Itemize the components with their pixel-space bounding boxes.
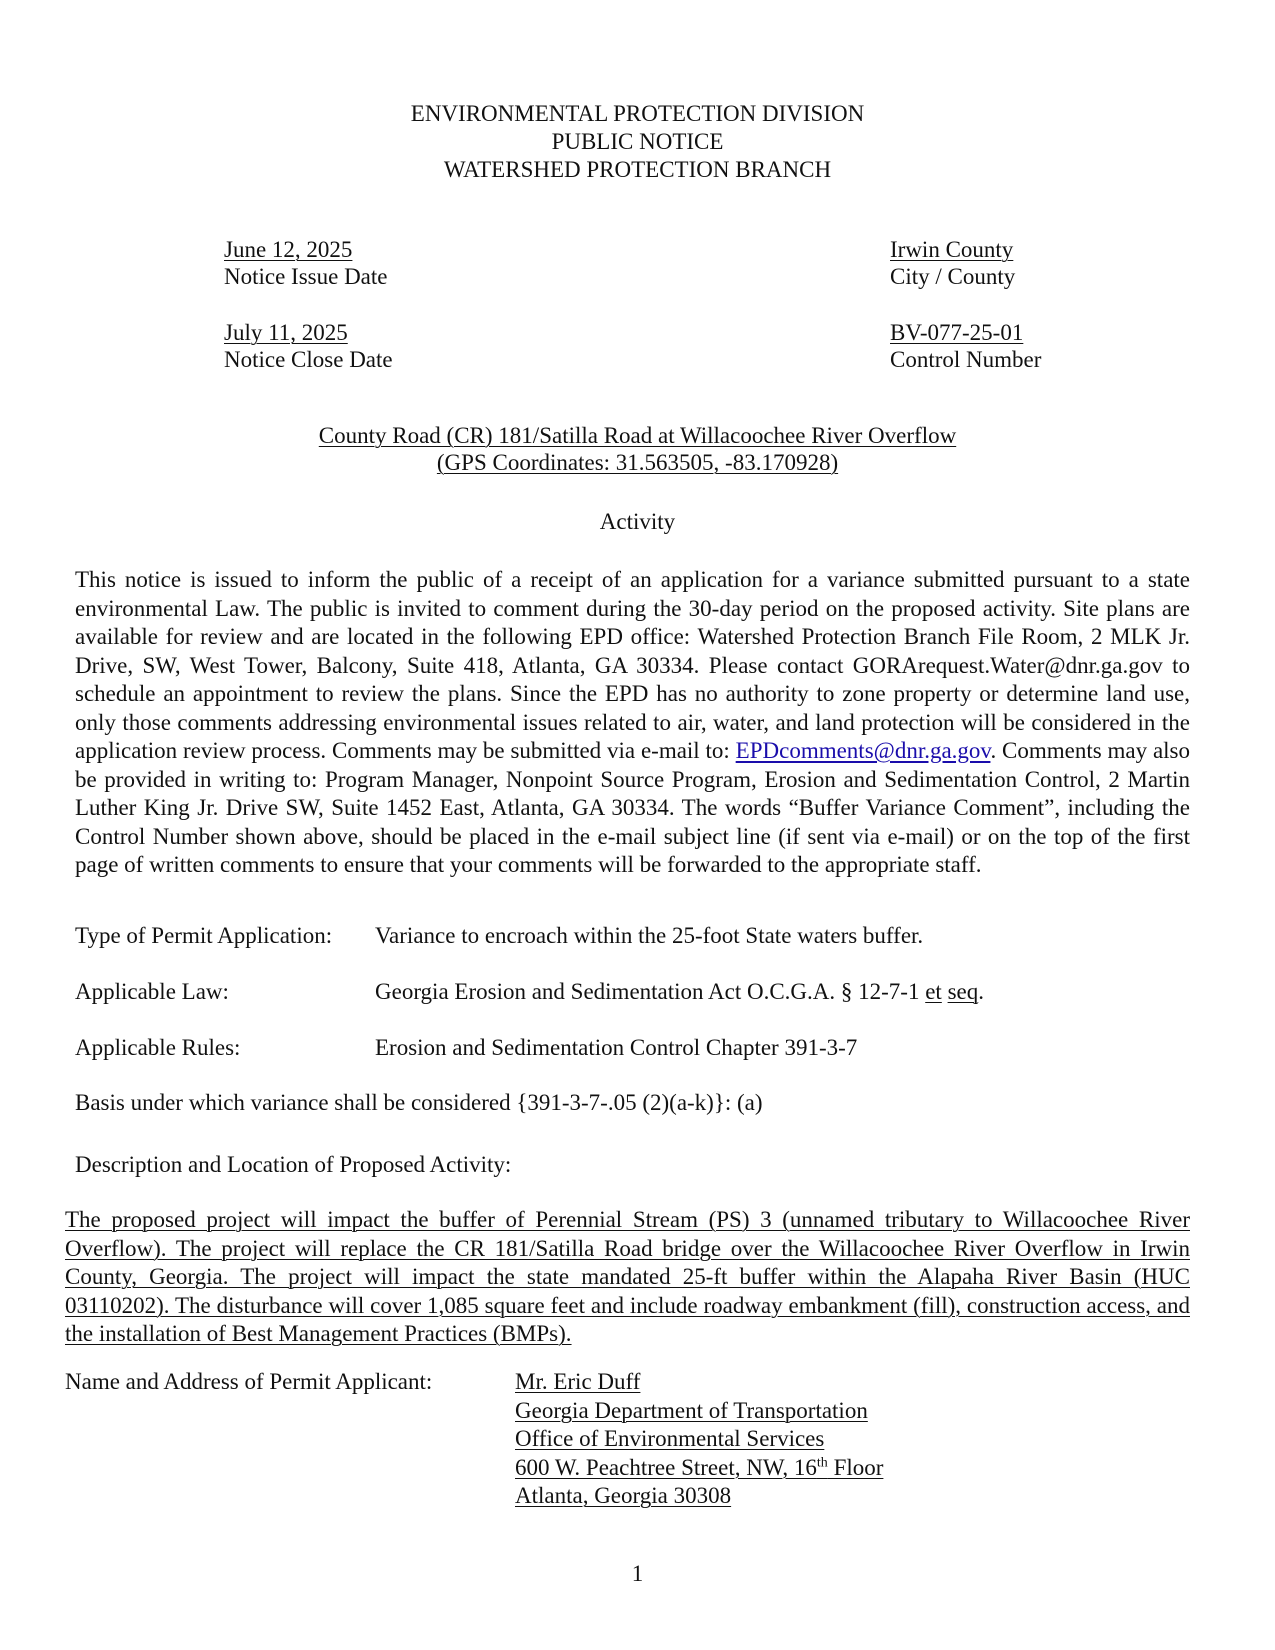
law-et: et [925, 979, 942, 1004]
header-branch: WATERSHED PROTECTION BRANCH [443, 157, 832, 182]
notice-body-part2: . Comments may also be provided in writing to: Program Manager, Nonpoint Source Program, Erosion and Sedimentation Control, 2 Martin Luther King Jr. Drive SW, Suite 1452 East, Atlanta, GA 30334. The words “Buffer Variance Comment”, including the Control Number shown above, should be placed in the e-mail subject line (if sent via e-mail) or on the top of the first page of written comments to ensure that your comments will be forwarded to the appropriate staff. [75, 738, 1191, 877]
document-header [0, 100, 1275, 184]
applicable-law-value [375, 978, 984, 1005]
issue-date-block [224, 236, 388, 290]
notice-body [75, 566, 1190, 880]
applicable-law-label: Applicable Law: [75, 979, 229, 1004]
law-seq: seq [947, 979, 979, 1004]
law-period: . [978, 979, 984, 1004]
close-date-block [224, 319, 393, 373]
applicable-rules-value: Erosion and Sedimentation Control Chapter 391-3-7 [375, 1035, 858, 1060]
project-heading [0, 422, 1275, 476]
header-division: ENVIRONMENTAL PROTECTION DIVISION [410, 101, 865, 126]
close-date-label: Notice Close Date [224, 347, 393, 372]
notice-body-part1: This notice is issued to inform the public of a receipt of an application for a variance submitted pursuant to a state environmental Law. The public is invited to comment during the 30-day period on the proposed activity. Site plans are available for review and are located in the following EPD office: Watershed Protection Branch File Room, 2 MLK Jr. Drive, SW, West Tower, Balcony, Suite 418, Atlanta, GA 30334. Please contact GORArequest.Water@dnr.ga.gov to schedule an appointment to review the plans. Since the EPD has no authority to zone property or determine land use, only those comments addressing environmental issues related to air, water, and land protection will be considered in the application review process. Comments may be submitted via e-mail to: [75, 567, 1190, 763]
permit-type-label: Type of Permit Application: [75, 923, 333, 948]
county-block [890, 236, 1015, 290]
close-date: July 11, 2025 [224, 320, 348, 345]
control-number-label: Control Number [890, 347, 1042, 372]
applicant-city: Atlanta, Georgia 30308 [515, 1483, 732, 1508]
applicant-label: Name and Address of Permit Applicant: [65, 1369, 433, 1394]
street-floor: Floor [827, 1454, 884, 1480]
variance-basis: Basis under which variance shall be considered {391-3-7-.05 (2)(a-k)}: (a) [75, 1090, 763, 1115]
permit-type-value: Variance to encroach within the 25-foot State waters buffer. [375, 923, 924, 948]
county-label: City / County [890, 264, 1016, 289]
description-label: Description and Location of Proposed Activity: [75, 1152, 512, 1177]
street-text: 600 W. Peachtree Street, NW, 16 [515, 1454, 817, 1480]
project-gps: (GPS Coordinates: 31.563505, -83.170928) [436, 450, 839, 475]
activity-description: The proposed project will impact the buffer of Perennial Stream (PS) 3 (unnamed tributary to Willacoochee River Overflow). The project will replace the CR 181/Satilla Road bridge over the Willacoochee River Overflow in Irwin County, Georgia. The project will impact the state mandated 25-ft buffer within the Alapaha River Basin (HUC 03110202). The disturbance will cover 1,085 square feet and include roadway embankment (fill), construction access, and the installation of Best Management Practices (BMPs). [65, 1207, 1190, 1346]
county: Irwin County [890, 237, 1014, 262]
issue-date-label: Notice Issue Date [224, 264, 388, 289]
header-public-notice: PUBLIC NOTICE [551, 129, 724, 154]
applicant-org: Georgia Department of Transportation [515, 1397, 868, 1423]
project-title: County Road (CR) 181/Satilla Road at Willacoochee River Overflow [318, 423, 957, 448]
applicant-office: Office of Environmental Services [515, 1426, 825, 1451]
issue-date: June 12, 2025 [224, 237, 353, 262]
street-ordinal: th [816, 1454, 828, 1470]
page-number: 1 [631, 1561, 644, 1586]
applicant-name: Mr. Eric Duff [515, 1369, 641, 1394]
epd-comments-email-link[interactable]: EPDcomments@dnr.ga.gov [735, 738, 991, 763]
activity-heading: Activity [599, 509, 676, 534]
control-number-block [890, 319, 1041, 373]
applicant-street [515, 1455, 883, 1480]
law-text: Georgia Erosion and Sedimentation Act O.C.G.A. § 12-7-1 [375, 979, 926, 1004]
applicant-address [515, 1368, 883, 1511]
applicable-rules-label: Applicable Rules: [75, 1035, 241, 1060]
control-number: BV-077-25-01 [890, 320, 1024, 345]
